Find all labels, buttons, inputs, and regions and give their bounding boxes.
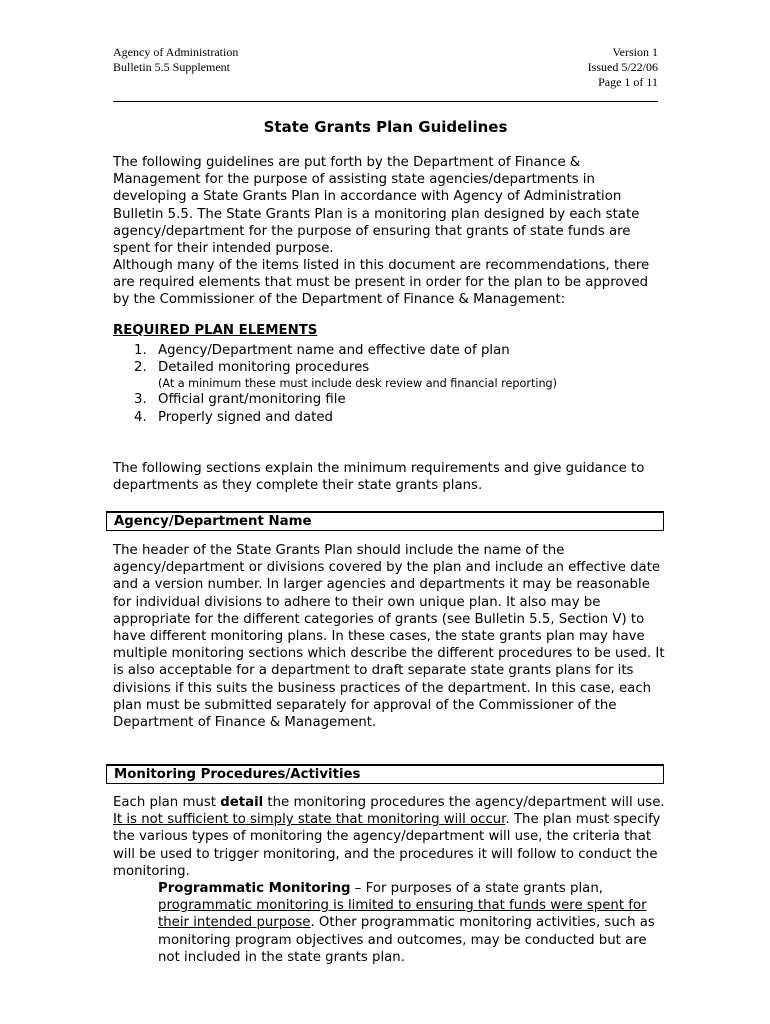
- header-page-number: Page 1 of 11: [598, 75, 658, 89]
- required-elements-list: [134, 342, 557, 426]
- header-issued: Issued 5/22/06: [587, 60, 658, 74]
- header-left: [113, 45, 238, 75]
- required-elements-heading: REQUIRED PLAN ELEMENTS: [113, 323, 318, 338]
- list-item: 1. Agency/Department name and effective date of plan: [134, 343, 510, 358]
- programmatic-monitoring-paragraph: Programmatic Monitoring – For purposes of a state grants plan, programmatic monitoring is limited to ensuring that funds were spent for their intended purpose. Other programmatic monitoring activities, such as monitoring program objectives and outcomes, may be conducted but are not included in the state grants plan.: [158, 881, 655, 965]
- header-bulletin: Bulletin 5.5 Supplement: [113, 60, 230, 74]
- header-agency: Agency of Administration: [113, 45, 239, 59]
- sections-intro-paragraph: The following sections explain the minimum requirements and give guidance to departments as they complete their state grants plans.: [113, 461, 645, 494]
- list-item: 3. Official grant/monitoring file: [134, 392, 346, 408]
- monitoring-section-heading-box: [106, 764, 664, 784]
- agency-section-heading: Agency/Department Name: [114, 514, 312, 529]
- list-item-note: (At a minimum these must include desk review and financial reporting): [158, 377, 558, 391]
- header-right: [588, 45, 658, 90]
- monitoring-section-heading: Monitoring Procedures/Activities: [114, 767, 361, 782]
- list-item: 4. Properly signed and dated: [134, 409, 333, 425]
- agency-section-body: The header of the State Grants Plan should include the name of the agency/department or divisions covered by the plan and include an effective date and a version number. In larger agencies and departments it may be reasonable for individual divisions to adhere to their own unique plan. It also may be appropriate for the different categories of grants (see Bulletin 5.5, Section V) to have different monitoring plans. In these cases, the state grants plan may have multiple monitoring sections which describe the different procedures to be used. It is also acceptable for a department to draft separate state grants plans for its divisions if this suits the business practices of the department. In this case, each plan must be submitted separately for approval of the Commissioner of the Department of Finance & Management.: [113, 543, 665, 731]
- intro-paragraph: The following guidelines are put forth by the Department of Finance & Management for the purpose of assisting state agencies/departments in developing a State Grants Plan in accordance with Agency of Administration Bulletin 5.5. The State Grants Plan is a monitoring plan designed by each state agency/department for the purpose of ensuring that grants of state funds are spent for their intended purpose.: [113, 155, 640, 257]
- agency-section-heading-box: [106, 511, 664, 531]
- header-divider: [113, 101, 658, 102]
- header-version: Version 1: [612, 45, 658, 59]
- list-item: 2. Detailed monitoring procedures: [134, 360, 370, 376]
- monitoring-section-body: Each plan must detail the monitoring procedures the agency/department will use. It is not sufficient to simply state that monitoring will occur. The plan must specify the various types of monitoring the agency/department will use, the criteria that will be used to trigger monitoring, and the procedures it will follow to conduct the monitoring.: [113, 795, 665, 879]
- requirements-paragraph: Although many of the items listed in this document are recommendations, there are required elements that must be present in order for the plan to be approved by the Commissioner of the Department of Finance & Management:: [113, 258, 650, 308]
- document-title: State Grants Plan Guidelines: [263, 118, 508, 136]
